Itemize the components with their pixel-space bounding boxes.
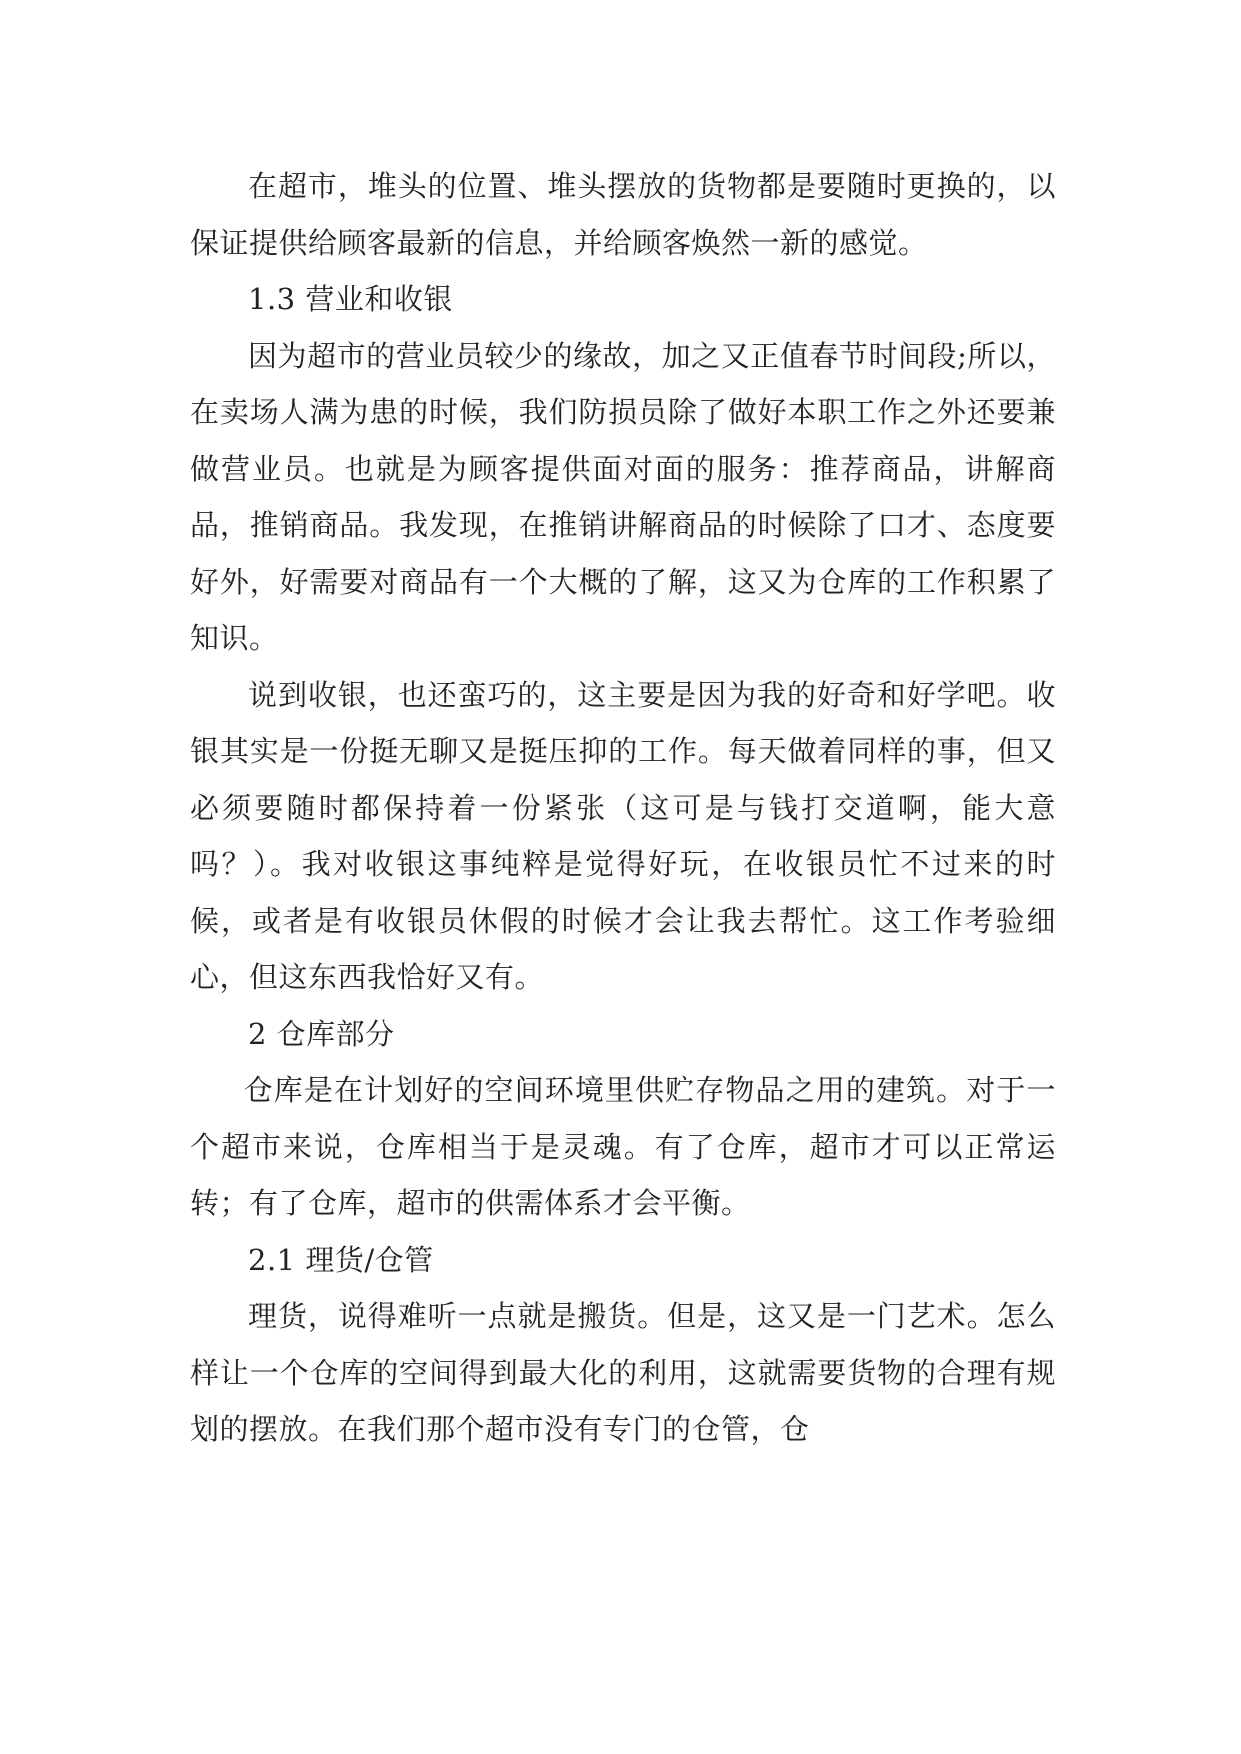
- section-heading-warehouse: 2 仓库部分: [248, 1016, 395, 1051]
- paragraph-cashier: 说到收银，也还蛮巧的，这主要是因为我的好奇和好学吧。收银其实是一份挺无聊又是挺压抑的工作。每天做着同样的事，但又必须要随时都保持着一份紧张（这可是与钱打交道啊，能大意吗？）。我对收银这事纯粹是觉得好玩，在收银员忙不过来的时候，或者是有收银员休假的时候才会让我去帮忙。这工作考验细心，但这东西我恰好又有。: [190, 677, 1056, 994]
- section-heading-sales-and-cashier: 1.3 营业和收银: [248, 282, 453, 316]
- document-body: [190, 158, 1056, 1458]
- section-heading-stock-management: 2.1 理货/仓管: [248, 1242, 434, 1277]
- paragraph-stock-management: 理货，说得难听一点就是搬货。但是，这又是一门艺术。怎么样让一个仓库的空间得到最大化的利用，这就需要货物的合理有规划的摆放。在我们那个超市没有专门的仓管，仓: [190, 1299, 1056, 1446]
- paragraph-warehouse-definition: 仓库是在计划好的空间环境里供贮存物品之用的建筑。对于一个超市来说，仓库相当于是灵魂。有了仓库，超市才可以正常运转；有了仓库，超市的供需体系才会平衡。: [190, 1073, 1056, 1220]
- paragraph-sales-assistant: 因为超市的营业员较少的缘故，加之又正值春节时间段;所以，在卖场人满为患的时候，我们防损员除了做好本职工作之外还要兼做营业员。也就是为顾客提供面对面的服务：推荐商品，讲解商品，推销商品。我发现，在推销讲解商品的时候除了口才、态度要好外，好需要对商品有一个大概的了解，这又为仓库的工作积累了知识。: [190, 338, 1056, 655]
- paragraph-display-refresh: 在超市，堆头的位置、堆头摆放的货物都是要随时更换的，以保证提供给顾客最新的信息，并给顾客焕然一新的感觉。: [190, 169, 1056, 260]
